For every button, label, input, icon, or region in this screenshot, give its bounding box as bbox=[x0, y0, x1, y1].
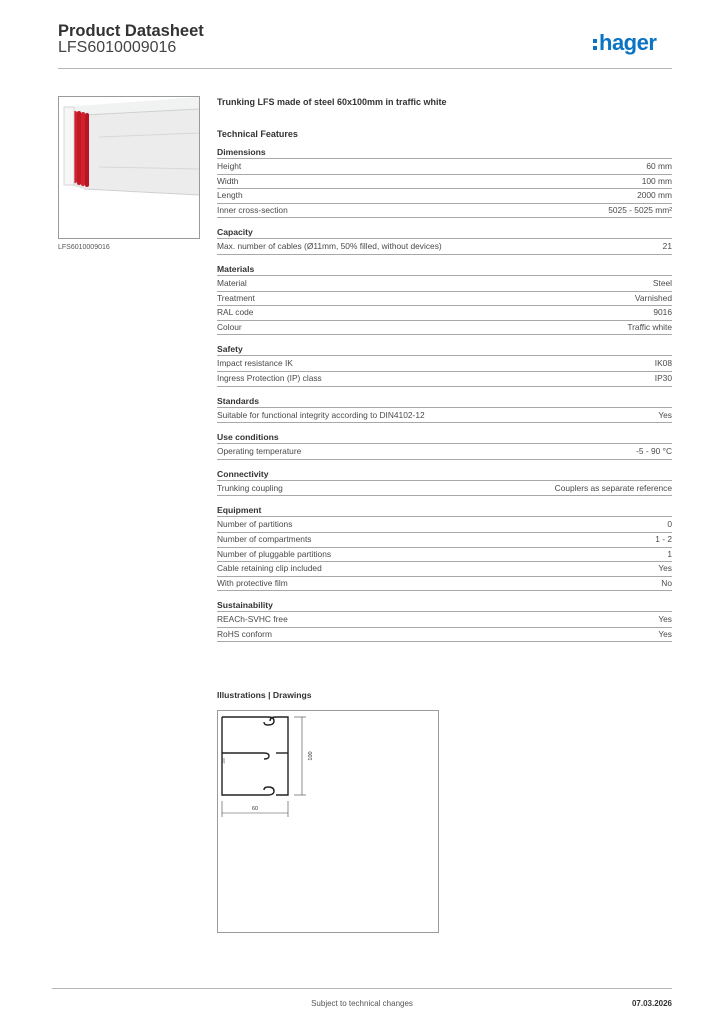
feature-row bbox=[217, 160, 672, 175]
drawing-height-label: 100 bbox=[308, 751, 314, 761]
section-title: Capacity bbox=[217, 226, 672, 239]
feature-value: -5 - 90 °C bbox=[636, 446, 672, 457]
feature-label: RAL code bbox=[217, 307, 254, 318]
section-title: Equipment bbox=[217, 504, 672, 517]
feature-label: Ingress Protection (IP) class bbox=[217, 372, 322, 383]
feature-row bbox=[217, 240, 672, 255]
feature-value: 1 bbox=[667, 548, 672, 559]
feature-section bbox=[217, 146, 672, 218]
feature-label: With protective film bbox=[217, 577, 288, 588]
feature-label: Length bbox=[217, 190, 243, 201]
feature-row bbox=[217, 306, 672, 321]
feature-value: 0 bbox=[667, 519, 672, 530]
section-title: Standards bbox=[217, 395, 672, 408]
feature-value: Yes bbox=[658, 614, 672, 625]
technical-drawing bbox=[217, 710, 439, 933]
feature-label: Material bbox=[217, 277, 247, 288]
feature-label: Trunking coupling bbox=[217, 482, 283, 493]
section-title: Connectivity bbox=[217, 468, 672, 481]
feature-section bbox=[217, 226, 672, 255]
feature-label: Number of compartments bbox=[217, 533, 312, 544]
feature-value: Yes bbox=[658, 409, 672, 420]
feature-row bbox=[217, 372, 672, 387]
section-title: Safety bbox=[217, 343, 672, 356]
feature-value: IP30 bbox=[654, 372, 672, 383]
section-title: Sustainability bbox=[217, 599, 672, 612]
logo-text: hager bbox=[599, 30, 657, 55]
feature-value: 60 mm bbox=[646, 161, 672, 171]
feature-label: Impact resistance IK bbox=[217, 358, 293, 369]
feature-label: Colour bbox=[217, 321, 242, 332]
feature-label: REACh-SVHC free bbox=[217, 614, 288, 625]
feature-row bbox=[217, 204, 672, 219]
drawing-width-label: 60 bbox=[251, 806, 259, 812]
product-image bbox=[58, 96, 200, 239]
feature-section bbox=[217, 343, 672, 386]
feature-row bbox=[217, 445, 672, 460]
feature-row bbox=[217, 409, 672, 424]
feature-sections bbox=[217, 146, 672, 642]
page-title: Product Datasheet bbox=[58, 22, 204, 40]
feature-section bbox=[217, 395, 672, 424]
feature-label: Number of partitions bbox=[217, 519, 293, 530]
product-description: Trunking LFS made of steel 60x100mm in traffic white bbox=[217, 97, 447, 107]
feature-value: 2000 mm bbox=[637, 190, 672, 201]
cables bbox=[73, 111, 89, 187]
feature-value: 1 - 2 bbox=[655, 533, 672, 544]
feature-section bbox=[217, 504, 672, 591]
feature-section bbox=[217, 431, 672, 460]
feature-section bbox=[217, 468, 672, 497]
section-title: Use conditions bbox=[217, 431, 672, 444]
feature-label: RoHS conform bbox=[217, 628, 272, 639]
feature-value: Yes bbox=[658, 628, 672, 639]
section-title: Dimensions bbox=[217, 146, 672, 159]
feature-value: 100 mm bbox=[641, 175, 672, 186]
section-title: Materials bbox=[217, 263, 672, 276]
feature-row bbox=[217, 482, 672, 497]
footer-date: 07.03.2026 bbox=[631, 999, 672, 1008]
feature-row bbox=[217, 277, 672, 292]
feature-value: Yes bbox=[658, 563, 672, 574]
illustrations-heading: Illustrations | Drawings bbox=[217, 690, 312, 700]
feature-value: 21 bbox=[662, 241, 672, 252]
technical-features-heading: Technical Features bbox=[217, 129, 298, 139]
feature-row bbox=[217, 548, 672, 563]
feature-row bbox=[217, 189, 672, 204]
feature-label: Height bbox=[217, 161, 242, 171]
feature-value: Traffic white bbox=[627, 321, 672, 332]
footer-divider bbox=[52, 988, 672, 989]
feature-value: Steel bbox=[652, 277, 672, 288]
feature-label: Treatment bbox=[217, 292, 255, 303]
feature-value: 5025 - 5025 mm² bbox=[608, 204, 672, 215]
feature-section bbox=[217, 263, 672, 335]
technical-content bbox=[217, 96, 672, 642]
feature-row bbox=[217, 613, 672, 628]
feature-label: Suitable for functional integrity according to DIN4102-12 bbox=[217, 409, 425, 420]
feature-value: IK08 bbox=[654, 358, 672, 369]
feature-row bbox=[217, 357, 672, 372]
feature-value: Varnished bbox=[634, 292, 672, 303]
image-caption: LFS6010009016 bbox=[58, 244, 110, 251]
feature-row bbox=[217, 292, 672, 307]
feature-row bbox=[217, 628, 672, 643]
feature-value: No bbox=[661, 577, 672, 588]
feature-section bbox=[217, 599, 672, 642]
header-divider bbox=[58, 68, 672, 69]
feature-label: Width bbox=[217, 175, 239, 186]
feature-label: Inner cross-section bbox=[217, 204, 288, 215]
feature-label: Max. number of cables (Ø11mm, 50% filled, without devices) bbox=[217, 241, 442, 252]
feature-label: Cable retaining clip included bbox=[217, 563, 322, 574]
feature-value: 9016 bbox=[653, 307, 672, 318]
feature-label: Number of pluggable partitions bbox=[217, 548, 332, 559]
feature-row bbox=[217, 562, 672, 577]
hager-logo bbox=[593, 30, 675, 56]
product-reference: LFS6010009016 bbox=[58, 39, 177, 56]
drawing-inner-label: 100 bbox=[222, 758, 226, 764]
feature-value: Couplers as separate reference bbox=[554, 482, 672, 493]
feature-row bbox=[217, 533, 672, 548]
feature-row bbox=[217, 518, 672, 533]
footer-note: Subject to technical changes bbox=[311, 999, 413, 1008]
feature-row bbox=[217, 577, 672, 592]
feature-row bbox=[217, 175, 672, 190]
feature-row bbox=[217, 321, 672, 336]
feature-label: Operating temperature bbox=[217, 446, 302, 457]
